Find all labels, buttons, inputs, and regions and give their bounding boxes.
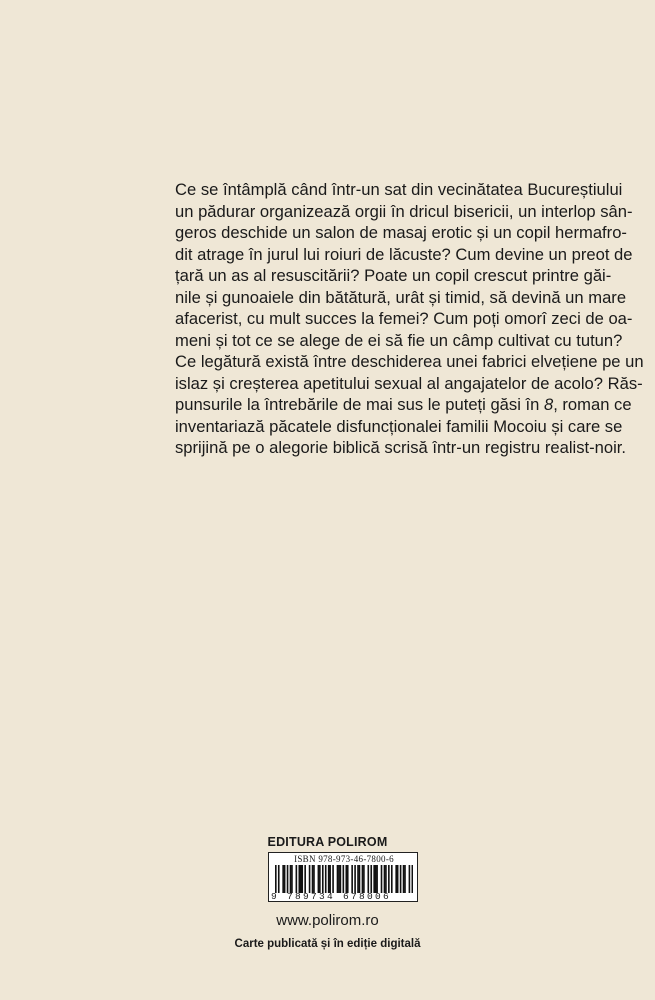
isbn-barcode: [268, 852, 418, 902]
ean-digits: 9 789734 678006: [271, 891, 392, 902]
blurb-text: punsurile la întrebările de mai sus le puteți găsi în: [175, 395, 544, 414]
isbn-number: ISBN 978-973-46-7800-6: [294, 854, 394, 864]
back-cover-blurb: [175, 179, 644, 459]
blurb-line: geros deschide un salon de masaj erotic și un copil hermafro-: [175, 223, 627, 242]
blurb-line: [175, 394, 632, 416]
book-title: 8: [543, 395, 554, 414]
blurb-line: țară un as al resuscitării? Poate un copil crescut printre găi-: [175, 266, 612, 285]
blurb-line: sprijină pe o alegorie biblică scrisă într-un registru realist-noir.: [175, 438, 626, 457]
blurb-line: un pădurar organizează orgii în dricul bisericii, un interlop sân-: [175, 201, 633, 221]
publisher-website: www.polirom.ro: [276, 912, 379, 929]
blurb-line: dit atrage în jurul lui roiuri de lăcuste? Cum devine un preot de: [175, 244, 633, 264]
publisher-name: EDITURA POLIROM: [267, 835, 388, 849]
blurb-line: inventariază păcatele disfuncționalei familii Mocoiu și care se: [175, 416, 623, 436]
barcode-bars: [275, 865, 413, 893]
blurb-line: afacerist, cu mult succes la femei? Cum poți omorî zeci de oa-: [175, 309, 633, 328]
blurb-line: Ce legătură există între deschiderea unei fabrici elvețiene pe un: [175, 352, 644, 371]
blurb-line: Ce se întâmplă când într-un sat din vecinătatea Bucureștiului: [175, 180, 623, 199]
blurb-line: nile și gunoaiele din bătătură, urât și timid, să devină un mare: [175, 287, 627, 307]
blurb-line: islaz și creșterea apetitului sexual al angajatelor de acolo? Răs-: [175, 373, 643, 393]
blurb-line: meni și tot ce se alege de ei să fie un câmp cultivat cu tutun?: [175, 330, 623, 350]
digital-edition-note: Carte publicată și în ediție digitală: [234, 938, 421, 950]
blurb-text: , roman ce: [553, 395, 632, 414]
